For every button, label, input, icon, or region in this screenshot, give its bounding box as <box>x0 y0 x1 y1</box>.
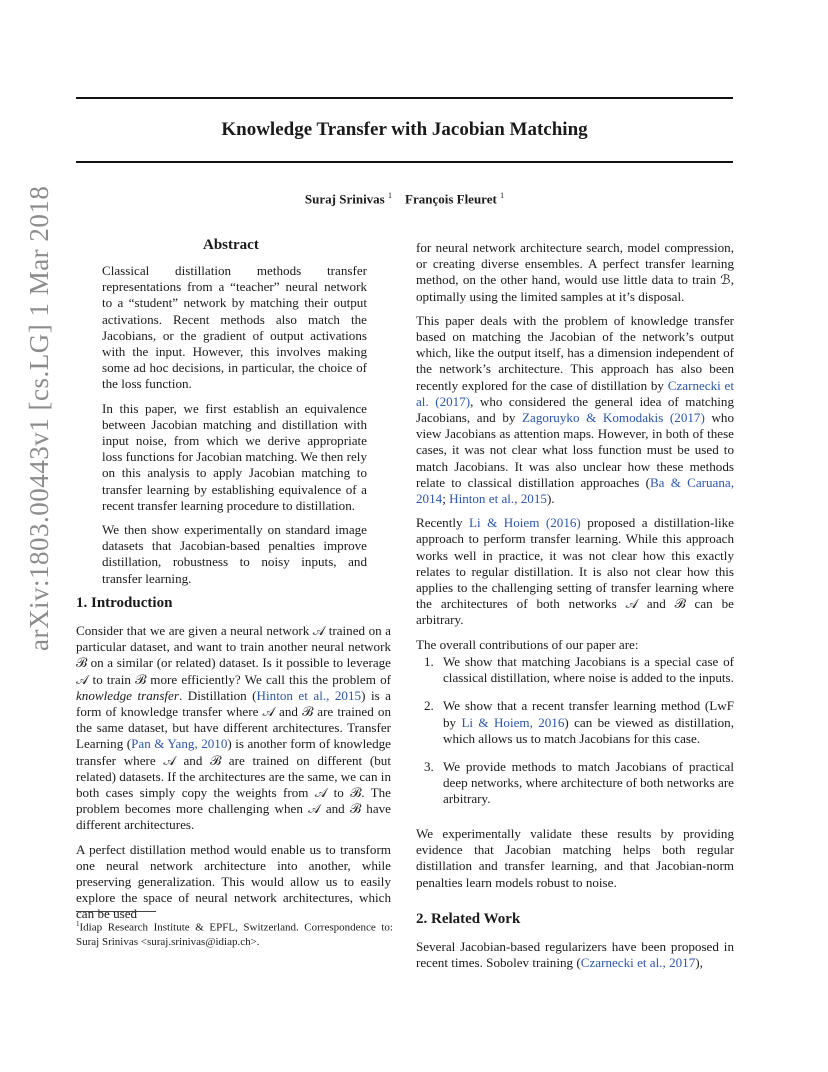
abstract-paragraph: In this paper, we first establish an equivalence between Jacobian matching and distillation with input noise, from which we derive appropriate loss functions for Jacobian matching. We then rely on this analysis to apply Jacobian matching to transfer learning by establishing equivalence of a recent transfer learning procedure to distillation. <box>102 400 367 513</box>
list-text: We show that a recent transfer learning method (LwF by <box>443 698 734 730</box>
footnote-text: Idiap Research Institute & EPFL, Switzerland. Correspondence to: Suraj Srinivas <suraj.srinivas@idiap.ch>. <box>76 921 393 948</box>
list-text: We show that matching Jacobians is a special case of classical distillation, where noise is added to the inputs. <box>443 654 734 686</box>
text-run: Several Jacobian-based regularizers have been proposed in recent times. Sobolev training ( <box>416 939 734 971</box>
intro-paragraph: A perfect distillation method would enable us to transform one neural network architecture into another, while preserving generalization. This would allow us to easily explore the space of neural network architectures, which can be used <box>76 841 391 922</box>
citation-link[interactable]: Li & Hoiem, 2016 <box>461 714 565 730</box>
author-name: Suraj Srinivas <box>304 191 385 207</box>
list-number: 2. <box>424 698 434 714</box>
citation-link[interactable]: Pan & Yang, 2010 <box>131 736 228 752</box>
text-run: . Distillation ( <box>178 687 257 703</box>
footnote <box>76 917 393 949</box>
citation-link[interactable]: Li & Hoiem (2016) <box>469 515 581 531</box>
abstract-paragraph: We then show experimentally on standard image datasets that Jacobian-based penalties improve distillation, robustness to noisy inputs, and transfer learning. <box>102 522 367 586</box>
related-work-body <box>416 939 734 979</box>
right-column <box>416 240 734 661</box>
abstract-paragraph: Classical distillation methods transfer representations from a “teacher” neural network to a “student” network by matching their output activations. Recent methods also match the Jacobians, or the gradient of output activations with the input. However, this involves making some ad hoc decisions, in particular, the choice of the loss function. <box>102 263 367 392</box>
text-run: ; <box>442 491 450 507</box>
footnote-marker: 1 <box>76 920 80 928</box>
text-run: ) is a form of knowledge transfer where 𝒜 and ℬ are trained on the same dataset, but have different architectures. Transfer Learning ( <box>76 687 391 752</box>
author-line <box>76 191 733 207</box>
text-run: proposed a distillation-like approach to perform transfer learning. While this approach works well in practice, it was not clear how this exactly relates to regular distillation. It is also not clear how this applies to the challenging setting of transfer learning where the architectures of both networks 𝒜 and ℬ can be arbitrary. <box>416 515 734 628</box>
introduction-body <box>76 623 391 931</box>
intro-paragraph <box>76 623 391 834</box>
author-name: François Fleuret <box>405 191 497 207</box>
title-rule-top <box>76 97 733 99</box>
footnote-rule <box>76 911 156 912</box>
right-paragraph: We experimentally validate these results by providing evidence that Jacobian matching helps both regular distillation and transfer learning, and that Jacobian-norm penalties learn models robust to noise. <box>416 826 734 890</box>
text-run: Consider that we are given a neural network 𝒜 trained on a particular dataset, and want to train another neural network ℬ on a similar (or related) dataset. Is it possible to leverage 𝒜 to train ℬ more efficiently? We call this the problem of <box>76 623 391 687</box>
list-item <box>416 698 734 747</box>
list-item <box>416 654 734 686</box>
list-text: ) can be viewed as distillation, which allows us to match Jacobians for this case. <box>443 714 734 746</box>
right-paragraph: The overall contributions of our paper are: <box>416 636 639 652</box>
affiliation-marker: 1 <box>388 191 392 200</box>
right-paragraph: for neural network architecture search, model compression, or creating diverse ensembles. A perfect transfer learning method, on the other hand, would use little data to train ℬ, optimally using the limited samples at it’s disposal. <box>416 240 734 304</box>
citation-link[interactable]: Ba & Caruana, 2014 <box>416 474 734 507</box>
list-number: 1. <box>424 654 434 669</box>
abstract-body <box>102 263 367 595</box>
text-run: This paper deals with the problem of knowledge transfer based on matching the Jacobian of the network’s output which, like the output itself, has a dimension independent of the network’s architecture. This approach has also been recently explored for the case of distillation by <box>416 312 734 393</box>
list-text: We provide methods to match Jacobians of practical deep networks, where architecture of both networks are arbitrary. <box>443 759 734 807</box>
affiliation-marker: 1 <box>500 191 505 200</box>
right-paragraph <box>416 939 734 971</box>
abstract-heading: Abstract <box>203 237 259 253</box>
citation-link[interactable]: Czarnecki et al. (2017) <box>416 377 734 409</box>
list-item <box>416 759 734 808</box>
citation-link[interactable]: Czarnecki et al., 2017 <box>580 955 696 971</box>
text-run: , who considered the general idea of matching Jacobians, and by <box>416 393 735 426</box>
paper-title: Knowledge Transfer with Jacobian Matching <box>221 119 588 140</box>
contributions-list <box>416 654 734 820</box>
section-heading-related-work: 2. Related Work <box>416 911 521 927</box>
citation-link[interactable]: Hinton et al., 2015 <box>449 491 547 507</box>
title-rule-bottom <box>76 161 733 163</box>
text-run: ), <box>695 955 703 971</box>
list-number: 3. <box>424 759 434 775</box>
citation-link[interactable]: Hinton et al., 2015 <box>256 687 362 703</box>
citation-link[interactable]: Zagoruyko & Komodakis (2017) <box>522 410 705 426</box>
right-paragraph <box>416 515 734 628</box>
text-run: ). <box>546 491 555 507</box>
right-paragraph <box>416 313 734 507</box>
text-run: who view Jacobians as attention maps. However, in both of these cases, it was not clear what loss function must be used to match Jacobians. It was also unclear how these methods relate to classical distillation approaches ( <box>416 410 734 490</box>
arxiv-stamp: arXiv:1803.00443v1 [cs.LG] 1 Mar 2018 <box>24 185 54 651</box>
section-heading-introduction: 1. Introduction <box>76 595 173 611</box>
right-paragraph-block <box>416 826 734 899</box>
emphasis: knowledge transfer <box>76 687 179 703</box>
text-run: ) is another form of knowledge transfer where 𝒜 and ℬ are trained on different (but related) datasets. If the architectures are the same, we can in both cases simply copy the weights from 𝒜 to ℬ. The problem becomes more challenging when 𝒜 and ℬ have different architectures. <box>76 736 391 833</box>
text-run: Recently <box>416 515 470 531</box>
